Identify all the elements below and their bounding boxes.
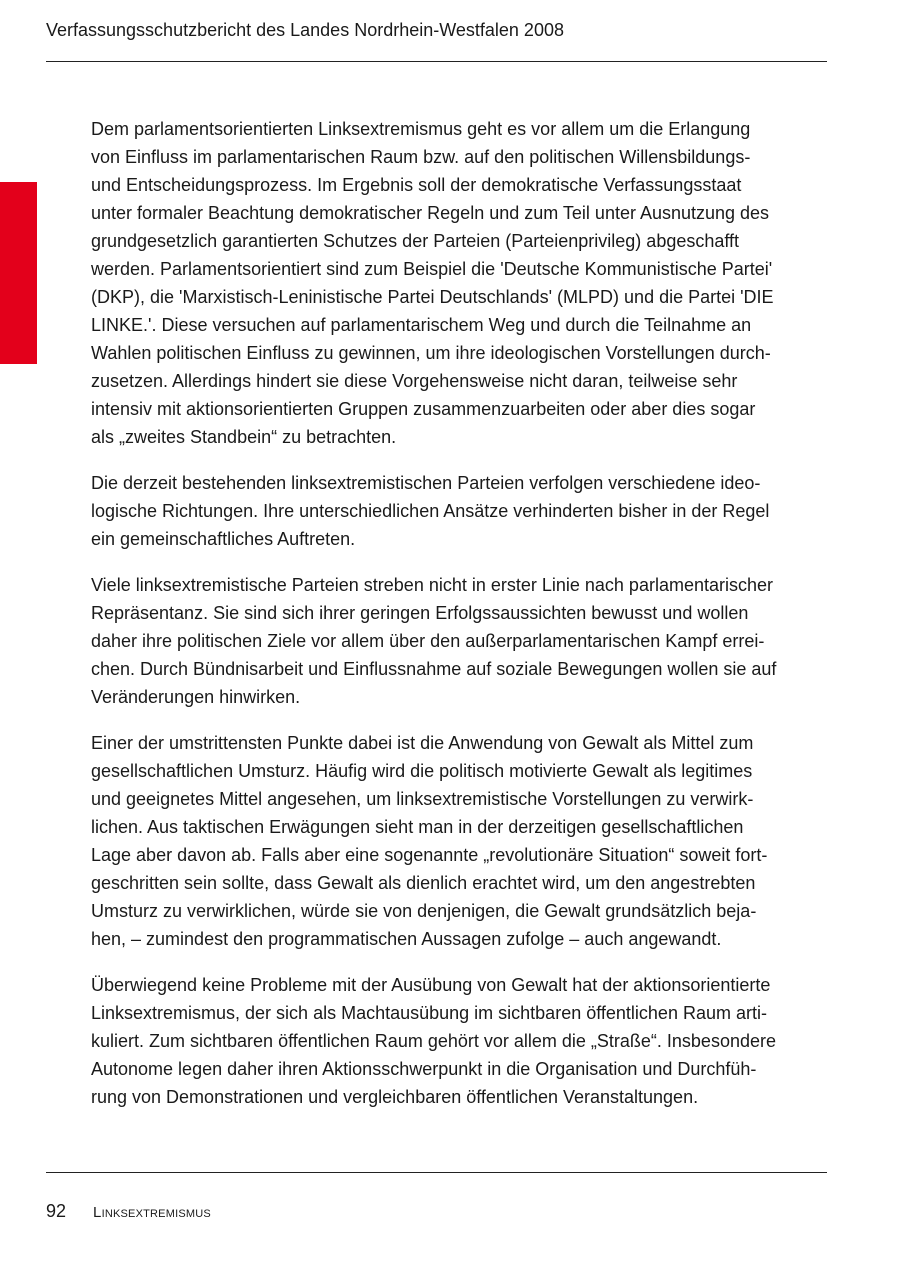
text-line: kuliert. Zum sichtbaren öffentlichen Raum gehört vor allem die „Straße“. Insbesondere [91,1031,776,1051]
text-line: chen. Durch Bündnisarbeit und Einflussnahme auf soziale Bewegungen wollen sie auf [91,659,777,679]
text-line: Einer der umstrittensten Punkte dabei ist die Anwendung von Gewalt als Mittel zum [91,733,754,753]
paragraph [91,115,827,451]
text-line: und geeignetes Mittel angesehen, um linksextremistische Vorstellungen zu verwirk- [91,789,754,809]
running-footer [46,1197,211,1225]
text-line: von Einfluss im parlamentarischen Raum bzw. auf den politischen Willensbildungs- [91,147,751,167]
text-line: Linksextremismus, der sich als Machtausübung im sichtbaren öffentlichen Raum arti- [91,1003,767,1023]
text-line: werden. Parlamentsorientiert sind zum Beispiel die 'Deutsche Kommunistische Partei' [91,259,773,279]
text-line: LINKE.'. Diese versuchen auf parlamentarischem Weg und durch die Teilnahme an [91,315,752,335]
text-line: (DKP), die 'Marxistisch-Leninistische Partei Deutschlands' (MLPD) und die Partei 'DIE [91,287,774,307]
chapter-marker-tab [0,182,37,364]
paragraph [91,729,827,953]
text-line: ein gemeinschaftliches Auftreten. [91,529,356,549]
text-line: und Entscheidungsprozess. Im Ergebnis soll der demokratische Verfassungsstaat [91,175,742,195]
text-line: Lage aber davon ab. Falls aber eine sogenannte „revolutionäre Situation“ soweit fort- [91,845,768,865]
text-line: Repräsentanz. Sie sind sich ihrer geringen Erfolgssaussichten bewusst und wollen [91,603,749,623]
text-line: Umsturz zu verwirklichen, würde sie von denjenigen, die Gewalt grundsätzlich beja- [91,901,757,921]
text-line: Die derzeit bestehenden linksextremistischen Parteien verfolgen verschiedene ideo- [91,473,761,493]
text-line: grundgesetzlich garantierten Schutzes der Parteien (Parteienprivileg) abgeschafft [91,231,740,251]
text-line: rung von Demonstrationen und vergleichbaren öffentlichen Veranstaltungen. [91,1087,699,1107]
text-line: Wahlen politischen Einfluss zu gewinnen, um ihre ideologischen Vorstellungen durch- [91,343,771,363]
paragraph [91,971,827,1111]
text-line: Veränderungen hinwirken. [91,687,301,707]
header-rule [46,61,827,62]
text-line: daher ihre politischen Ziele vor allem über den außerparlamentarischen Kampf errei- [91,631,765,651]
section-label: Linksextremismus [93,1204,211,1221]
running-header-title: Verfassungsschutzbericht des Landes Nordrhein-Westfalen 2008 [46,20,564,40]
text-line: gesellschaftlichen Umsturz. Häufig wird die politisch motivierte Gewalt als legitimes [91,761,753,781]
text-line: als „zweites Standbein“ zu betrachten. [91,427,397,447]
page-number: 92 [46,1201,67,1221]
text-line: Autonome legen daher ihren Aktionsschwerpunkt in die Organisation und Durchfüh- [91,1059,757,1079]
text-line: lichen. Aus taktischen Erwägungen sieht man in der derzeitigen gesellschaftlichen [91,817,744,837]
paragraph [91,469,827,553]
paragraph [91,571,827,711]
footer-rule [46,1172,827,1173]
text-line: Überwiegend keine Probleme mit der Ausübung von Gewalt hat der aktionsorientierte [91,975,771,995]
text-line: geschritten sein sollte, dass Gewalt als dienlich erachtet wird, um den angestrebten [91,873,756,893]
text-line: intensiv mit aktionsorientierten Gruppen zusammenzuarbeiten oder aber dies sogar [91,399,756,419]
body-text [91,115,827,1129]
text-line: Viele linksextremistische Parteien streben nicht in erster Linie nach parlamentarischer [91,575,773,595]
text-line: unter formaler Beachtung demokratischer Regeln und zum Teil unter Ausnutzung des [91,203,770,223]
text-line: Dem parlamentsorientierten Linksextremismus geht es vor allem um die Erlangung [91,119,751,139]
text-line: logische Richtungen. Ihre unterschiedlichen Ansätze verhinderten bisher in der Regel [91,501,770,521]
text-line: hen, – zumindest den programmatischen Aussagen zufolge – auch angewandt. [91,929,722,949]
text-line: zusetzen. Allerdings hindert sie diese Vorgehensweise nicht daran, teilweise sehr [91,371,738,391]
